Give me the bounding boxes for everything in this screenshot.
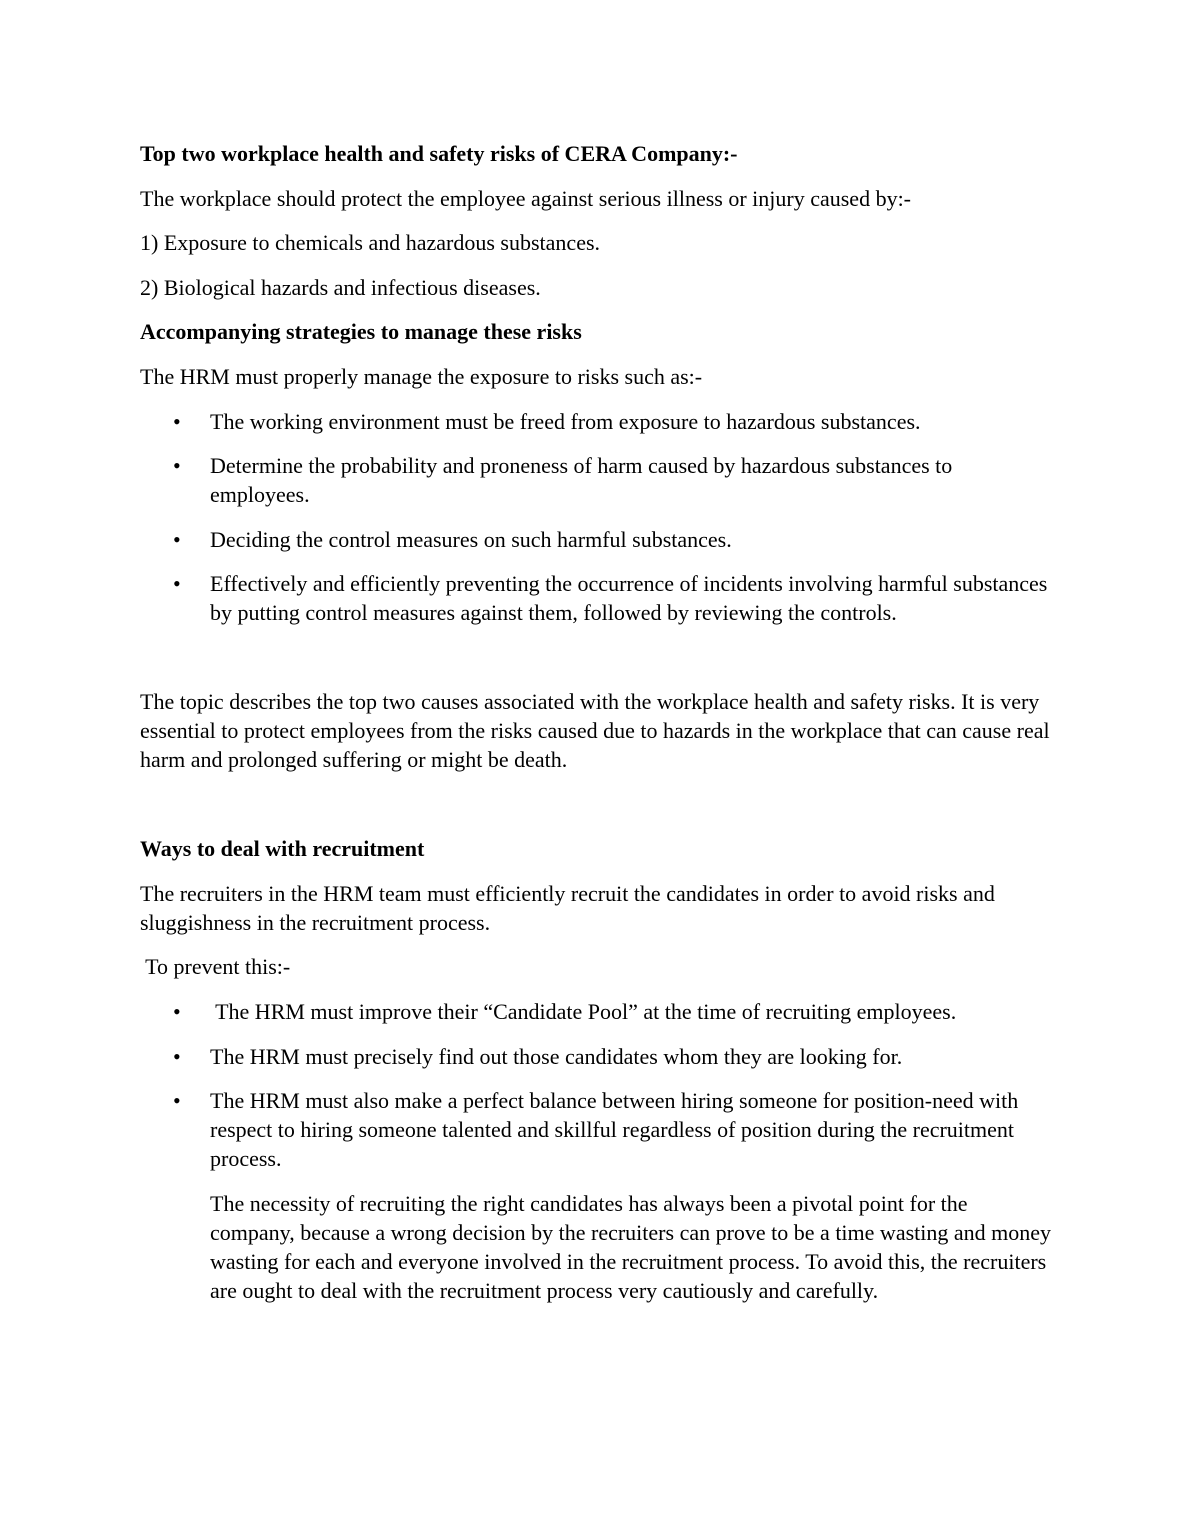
bullet-icon: • xyxy=(173,1088,181,1113)
list-item-text: Determine the probability and proneness of harm caused by hazardous substances to employees. xyxy=(210,453,953,507)
strategies-intro-paragraph: The HRM must properly manage the exposure to risks such as:- xyxy=(140,364,703,389)
recruitment-intro-paragraph: The recruiters in the HRM team must efficiently recruit the candidates in order to avoid risks and sluggishness in the recruitment process. xyxy=(140,881,995,935)
bullet-icon: • xyxy=(173,409,181,434)
list-item-text: The working environment must be freed from exposure to hazardous substances. xyxy=(210,409,921,434)
list-item-text: The HRM must also make a perfect balance between hiring someone for position-need with respect to hiring someone talented and skillful regardless of position during the recruitment process. xyxy=(210,1088,1019,1171)
list-item-text: Effectively and efficiently preventing the occurrence of incidents involving harmful substances by putting control measures against them, followed by reviewing the controls. xyxy=(210,571,1048,625)
risk-item: 2) Biological hazards and infectious diseases. xyxy=(140,275,541,300)
bullet-icon: • xyxy=(173,571,181,596)
bullet-icon: • xyxy=(173,1044,181,1069)
section-heading-health-safety: Top two workplace health and safety risks of CERA Company:- xyxy=(140,141,738,166)
list-item-text: Deciding the control measures on such harmful substances. xyxy=(210,527,732,552)
prevent-label: To prevent this:- xyxy=(140,954,291,979)
section-heading-strategies: Accompanying strategies to manage these risks xyxy=(140,319,582,344)
bullet-icon: • xyxy=(173,999,181,1024)
bullet-icon: • xyxy=(173,453,181,478)
list-item-text: The HRM must precisely find out those candidates whom they are looking for. xyxy=(210,1044,903,1069)
closing-paragraph: The necessity of recruiting the right candidates has always been a pivotal point for the company, because a wrong decision by the recruiters can prove to be a time wasting and money wasting for each and everyone involved in the recruitment process. To avoid this, the recruiters are ought to deal with the recruitment process very cautiously and carefully. xyxy=(210,1191,1052,1303)
summary-paragraph: The topic describes the top two causes associated with the workplace health and safety risks. It is very essential to protect employees from the risks caused due to hazards in the workplace that can cause real harm and prolonged suffering or might be death. xyxy=(140,689,1050,772)
bullet-icon: • xyxy=(173,527,181,552)
list-item-text: The HRM must improve their “Candidate Pool” at the time of recruiting employees. xyxy=(210,999,957,1024)
section-heading-recruitment: Ways to deal with recruitment xyxy=(140,836,425,861)
section-intro-paragraph: The workplace should protect the employee against serious illness or injury caused by:- xyxy=(140,186,912,211)
risk-item: 1) Exposure to chemicals and hazardous substances. xyxy=(140,230,601,255)
